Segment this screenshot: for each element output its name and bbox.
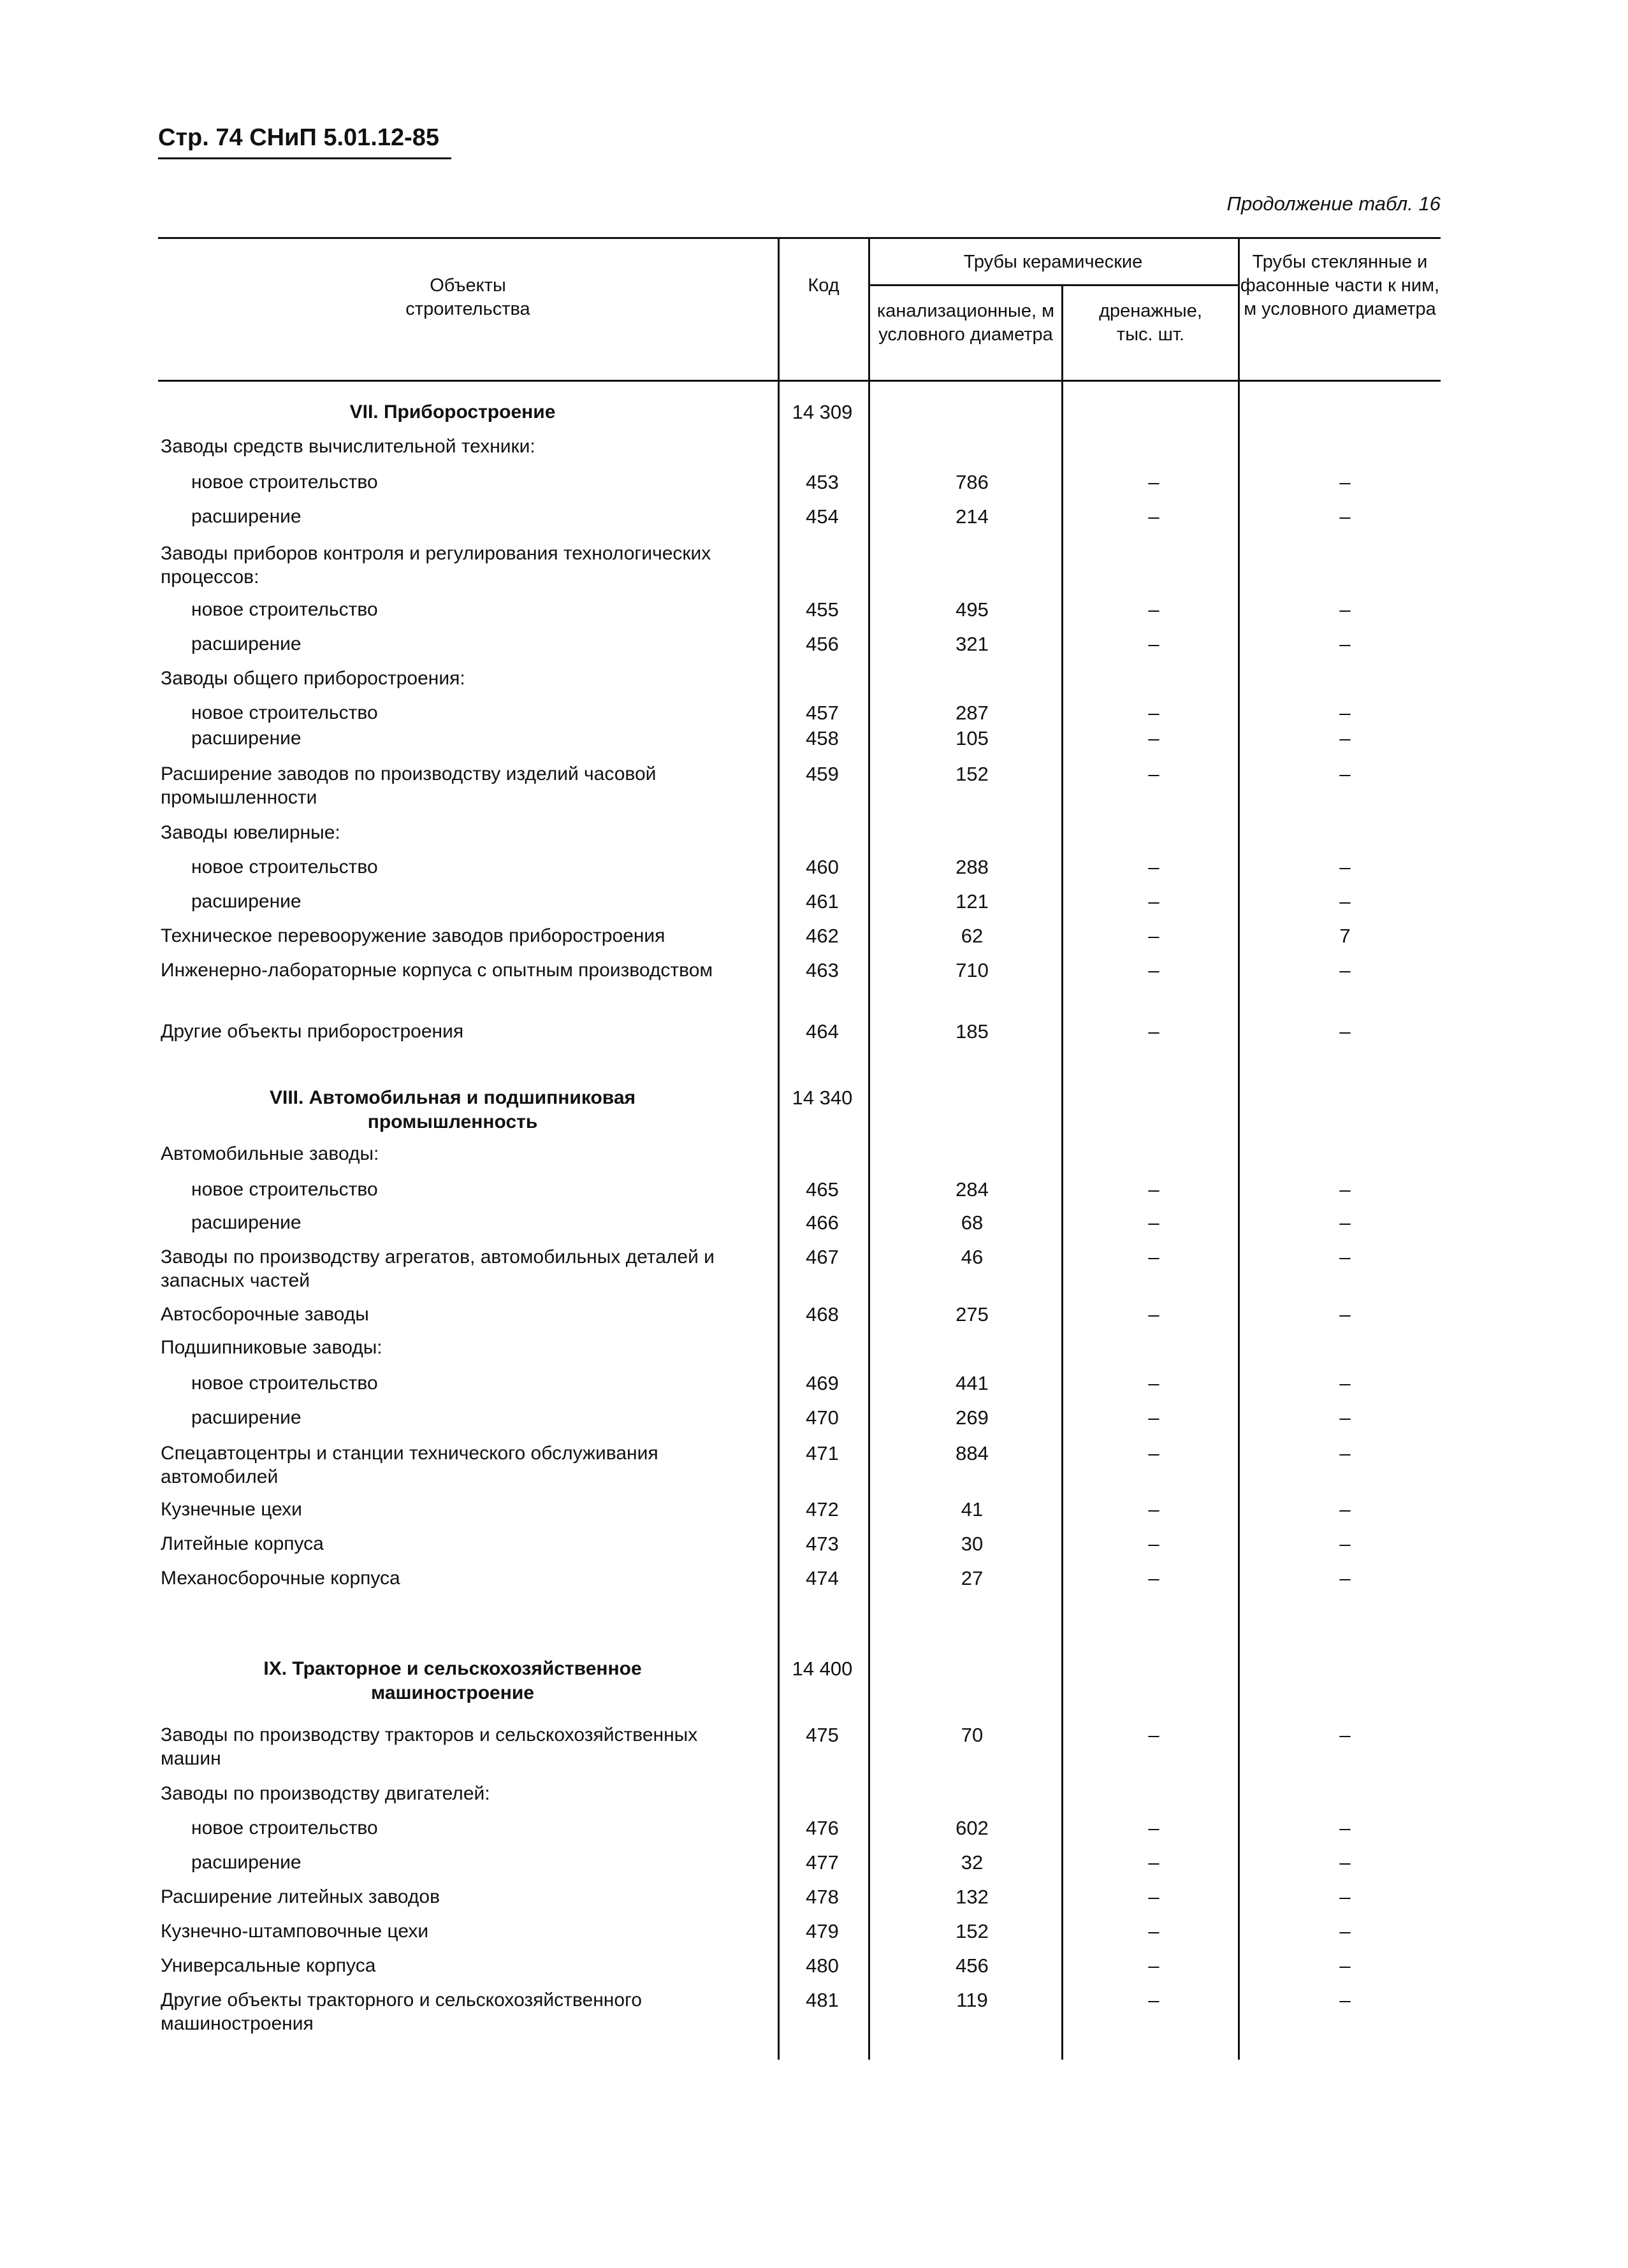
row-code: 478 — [806, 1886, 839, 1908]
col-header-code: Код — [808, 275, 839, 296]
row-sewer-value: 284 — [956, 1178, 989, 1201]
row-glass-value: – — [1339, 1954, 1351, 1977]
row-label: расширение — [191, 1407, 302, 1428]
row-code: 469 — [806, 1372, 839, 1394]
row-code: 460 — [806, 856, 839, 878]
row-glass-value: – — [1339, 1442, 1351, 1464]
row-label: расширение — [191, 1212, 302, 1233]
group-label: Заводы ювелирные: — [161, 822, 340, 843]
row-label: новое строительство — [191, 1817, 378, 1838]
row-glass-value: – — [1339, 890, 1351, 913]
row-code: 479 — [806, 1920, 839, 1942]
row-code: 463 — [806, 959, 839, 981]
row-label: Универсальные корпуса — [161, 1955, 376, 1976]
row-sewer-value: 121 — [956, 890, 989, 913]
row-drain-value: – — [1148, 1498, 1159, 1520]
section-title: IX. Тракторное и сельскохозяйственное машиностроение — [263, 1658, 642, 1703]
row-code: 474 — [806, 1567, 839, 1589]
row-glass-value: – — [1339, 702, 1351, 724]
row-sewer-value: 41 — [961, 1498, 984, 1520]
row-drain-value: – — [1148, 505, 1159, 528]
col-divider-drain-right — [1238, 237, 1240, 2060]
row-glass-value: – — [1339, 1498, 1351, 1520]
row-label: Расширение заводов по производству изделий часовой промышленности — [161, 763, 657, 808]
row-code: 453 — [806, 471, 839, 493]
row-drain-value: – — [1148, 890, 1159, 913]
row-code: 465 — [806, 1178, 839, 1201]
row-code: 462 — [806, 925, 839, 947]
row-label: расширение — [191, 506, 302, 527]
row-code: 454 — [806, 505, 839, 528]
row-code: 471 — [806, 1442, 839, 1464]
row-drain-value: – — [1148, 1851, 1159, 1874]
row-label: новое строительство — [191, 1179, 378, 1200]
row-code: 461 — [806, 890, 839, 913]
row-label: Литейные корпуса — [161, 1533, 324, 1554]
row-code: 470 — [806, 1406, 839, 1429]
row-glass-value: – — [1339, 1920, 1351, 1942]
row-sewer-value: 602 — [956, 1817, 989, 1839]
row-drain-value: – — [1148, 1372, 1159, 1394]
row-label: Техническое перевооружение заводов приборостроения — [161, 925, 665, 946]
row-sewer-value: 152 — [956, 763, 989, 785]
col-header-drain — [1063, 300, 1238, 347]
row-drain-value: – — [1148, 1886, 1159, 1908]
row-drain-value: – — [1148, 1442, 1159, 1464]
row-sewer-value: 456 — [956, 1954, 989, 1977]
row-glass-value: – — [1339, 1303, 1351, 1325]
row-drain-value: – — [1148, 763, 1159, 785]
section-title: VIII. Автомобильная и подшипниковая промышленность — [269, 1087, 636, 1132]
section-title: VII. Приборостроение — [349, 401, 556, 423]
row-drain-value: – — [1148, 1817, 1159, 1839]
row-sewer-value: 105 — [956, 727, 989, 749]
row-code: 475 — [806, 1724, 839, 1746]
group-label: Заводы по производству двигателей: — [161, 1783, 490, 1804]
row-drain-value: – — [1148, 598, 1159, 621]
row-sewer-value: 132 — [956, 1886, 989, 1908]
col-divider-sewer-right — [1061, 284, 1063, 2060]
group-label: Подшипниковые заводы: — [161, 1337, 382, 1358]
row-label: расширение — [191, 633, 302, 654]
row-drain-value: – — [1148, 959, 1159, 981]
row-drain-value: – — [1148, 1303, 1159, 1325]
row-code: 472 — [806, 1498, 839, 1520]
row-label: Другие объекты приборостроения — [161, 1021, 464, 1042]
row-label: расширение — [191, 728, 302, 749]
row-drain-value: – — [1148, 1567, 1159, 1589]
row-sewer-value: 27 — [961, 1567, 984, 1589]
col-header-sewer: канализационные, м условного диаметра — [876, 301, 1055, 345]
row-sewer-value: 288 — [956, 856, 989, 878]
row-drain-value: – — [1148, 471, 1159, 493]
row-glass-value: – — [1339, 1724, 1351, 1746]
row-label: Другие объекты тракторного и сельскохозяйственного машиностроения — [161, 1990, 642, 2034]
row-label: новое строительство — [191, 856, 378, 878]
section-code: 14 309 — [792, 401, 853, 423]
row-glass-value: – — [1339, 471, 1351, 493]
row-drain-value: – — [1148, 1178, 1159, 1201]
row-code: 468 — [806, 1303, 839, 1325]
row-code: 455 — [806, 598, 839, 621]
row-glass-value: – — [1339, 1851, 1351, 1874]
row-label: Спецавтоцентры и станции технического обслуживания автомобилей — [161, 1443, 658, 1487]
row-glass-value: – — [1339, 1178, 1351, 1201]
row-glass-value: – — [1339, 1533, 1351, 1555]
row-sewer-value: 185 — [956, 1020, 989, 1043]
row-label: Заводы по производству тракторов и сельскохозяйственных машин — [161, 1724, 698, 1769]
row-drain-value: – — [1148, 925, 1159, 947]
row-label: Кузнечные цехи — [161, 1499, 302, 1520]
row-sewer-value: 70 — [961, 1724, 984, 1746]
group-label: Заводы общего приборостроения: — [161, 668, 465, 689]
row-label: Механосборочные корпуса — [161, 1568, 400, 1589]
section-code: 14 340 — [792, 1087, 853, 1109]
row-sewer-value: 68 — [961, 1211, 984, 1234]
row-drain-value: – — [1148, 1724, 1159, 1746]
row-glass-value: – — [1339, 1567, 1351, 1589]
row-glass-value: – — [1339, 1886, 1351, 1908]
row-drain-value: – — [1148, 1954, 1159, 1977]
row-drain-value: – — [1148, 856, 1159, 878]
row-label: новое строительство — [191, 599, 378, 620]
table-continuation-note: Продолжение табл. 16 — [1226, 192, 1441, 215]
group-label: Заводы приборов контроля и регулирования технологических процессов: — [161, 543, 711, 588]
row-sewer-value: 152 — [956, 1920, 989, 1942]
row-sewer-value: 884 — [956, 1442, 989, 1464]
row-code: 477 — [806, 1851, 839, 1874]
row-sewer-value: 287 — [956, 702, 989, 724]
table-header-bottom-border — [158, 380, 1441, 382]
row-sewer-value: 269 — [956, 1406, 989, 1429]
row-sewer-value: 441 — [956, 1372, 989, 1394]
row-sewer-value: 321 — [956, 633, 989, 655]
row-code: 458 — [806, 727, 839, 749]
row-glass-value: – — [1339, 633, 1351, 655]
row-glass-value: – — [1339, 1372, 1351, 1394]
col-header-ceramic: Трубы керамические — [963, 252, 1143, 272]
row-sewer-value: 710 — [956, 959, 989, 981]
row-glass-value: – — [1339, 727, 1351, 749]
table-top-border — [158, 237, 1441, 239]
row-sewer-value: 214 — [956, 505, 989, 528]
row-drain-value: – — [1148, 1406, 1159, 1429]
row-glass-value: – — [1339, 505, 1351, 528]
row-glass-value: 7 — [1339, 925, 1351, 947]
row-code: 481 — [806, 1989, 839, 2011]
col-header-objects-text: Объекты строительства — [405, 275, 530, 319]
row-sewer-value: 46 — [961, 1246, 984, 1268]
row-glass-value: – — [1339, 1246, 1351, 1268]
row-sewer-value: 786 — [956, 471, 989, 493]
row-glass-value: – — [1339, 598, 1351, 621]
row-sewer-value: 30 — [961, 1533, 984, 1555]
row-drain-value: – — [1148, 1211, 1159, 1234]
row-glass-value: – — [1339, 1020, 1351, 1043]
row-glass-value: – — [1339, 763, 1351, 785]
row-glass-value: – — [1339, 1989, 1351, 2011]
row-code: 456 — [806, 633, 839, 655]
row-sewer-value: 32 — [961, 1851, 984, 1874]
row-label: расширение — [191, 1852, 302, 1873]
ceramic-subheader-rule — [868, 284, 1239, 286]
col-header-objects — [158, 274, 778, 321]
col-header-glass: Трубы стеклянные и фасонные части к ним, м условного диаметра — [1240, 252, 1440, 319]
row-label: Кузнечно-штамповочные цехи — [161, 1921, 429, 1942]
section-code: 14 400 — [792, 1658, 853, 1680]
row-label: Расширение литейных заводов — [161, 1886, 440, 1907]
row-code: 473 — [806, 1533, 839, 1555]
row-sewer-value: 62 — [961, 925, 984, 947]
row-drain-value: – — [1148, 1246, 1159, 1268]
row-drain-value: – — [1148, 1533, 1159, 1555]
row-glass-value: – — [1339, 959, 1351, 981]
row-drain-value: – — [1148, 633, 1159, 655]
row-drain-value: – — [1148, 1989, 1159, 2011]
col-header-drain-text: дренажные, тыс. шт. — [1099, 301, 1202, 345]
col-divider-code-right — [868, 237, 870, 2060]
row-label: новое строительство — [191, 1373, 378, 1394]
row-drain-value: – — [1148, 1020, 1159, 1043]
row-code: 480 — [806, 1954, 839, 1977]
row-label: новое строительство — [191, 702, 378, 723]
row-glass-value: – — [1339, 856, 1351, 878]
row-sewer-value: 119 — [956, 1989, 988, 2011]
row-glass-value: – — [1339, 1211, 1351, 1234]
row-code: 464 — [806, 1020, 839, 1043]
row-drain-value: – — [1148, 702, 1159, 724]
row-sewer-value: 495 — [956, 598, 989, 621]
row-label: Инженерно-лабораторные корпуса с опытным производством — [161, 960, 713, 981]
row-label: расширение — [191, 891, 302, 912]
row-sewer-value: 275 — [956, 1303, 989, 1325]
row-drain-value: – — [1148, 727, 1159, 749]
page-header: Стр. 74 СНиП 5.01.12-85 — [158, 124, 440, 151]
row-code: 476 — [806, 1817, 839, 1839]
row-label: новое строительство — [191, 472, 378, 493]
row-code: 467 — [806, 1246, 839, 1268]
row-label: Автосборочные заводы — [161, 1304, 369, 1325]
row-code: 466 — [806, 1211, 839, 1234]
row-code: 459 — [806, 763, 839, 785]
group-label: Автомобильные заводы: — [161, 1143, 379, 1164]
row-code: 457 — [806, 702, 839, 724]
row-glass-value: – — [1339, 1817, 1351, 1839]
row-drain-value: – — [1148, 1920, 1159, 1942]
row-glass-value: – — [1339, 1406, 1351, 1429]
header-underline — [158, 157, 451, 159]
group-label: Заводы средств вычислительной техники: — [161, 436, 535, 457]
row-label: Заводы по производству агрегатов, автомобильных деталей и запасных частей — [161, 1246, 715, 1291]
